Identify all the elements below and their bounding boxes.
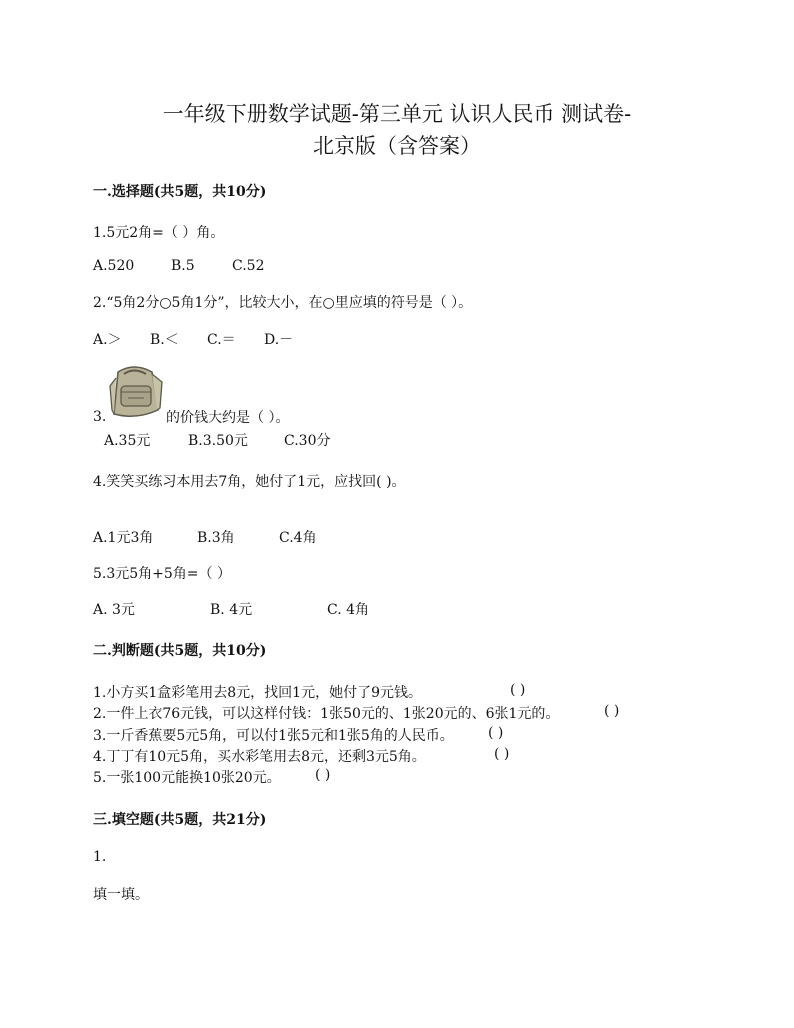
q3-option-b: B.3.50元 — [188, 433, 248, 449]
judge-item-5 — [93, 767, 281, 787]
q1-options — [93, 258, 264, 274]
q1-option-b: B.5 — [171, 258, 195, 274]
q2-option-d: D.－ — [264, 332, 294, 348]
q2-option-a: A.＞ — [93, 332, 122, 348]
q3-options — [104, 430, 330, 450]
judge-item-text: 5.一张100元能换10张20元。 — [93, 770, 281, 786]
judge-item-text: 3.一斤香蕉要5元5角，可以付1张5元和1张5角的人民币。 — [93, 728, 454, 744]
section-heading-judge: 二.判断题(共5题，共10分) — [93, 643, 267, 659]
judge-item-1-answer-paren: ( ) — [510, 682, 526, 698]
judge-item-text: 2.一件上衣76元钱，可以这样付钱：1张50元的、1张20元的、6张1元的。 — [93, 706, 560, 722]
judge-item-3-answer-paren: ( ) — [488, 725, 504, 741]
q4-option-c: C.4角 — [279, 530, 317, 546]
judge-item-1 — [93, 682, 422, 702]
q1-option-a: A.520 — [93, 258, 135, 274]
page-title-line1: 一年级下册数学试题-第三单元 认识人民币 测试卷- — [162, 102, 632, 126]
page-title-line2: 北京版（含答案） — [313, 134, 481, 158]
judge-item-2 — [93, 703, 559, 723]
q1-stem: 1.5元2角=（ ）角。 — [93, 225, 225, 241]
judge-item-text: 4.丁丁有10元5角，买水彩笔用去8元，还剩3元5角。 — [93, 749, 426, 765]
q5-option-b: B. 4元 — [210, 602, 253, 618]
q3-option-a: A.35元 — [104, 433, 151, 449]
q4-option-b: B.3角 — [197, 530, 235, 546]
q3-number: 3. — [93, 409, 107, 425]
q2-option-c: C.＝ — [207, 332, 236, 348]
q2-stem: 2.“5角2分○5角1分”，比较大小，在○里应填的符号是（ ）。 — [93, 295, 473, 311]
section-heading-fill: 三.填空题(共5题，共21分) — [93, 812, 267, 828]
section-heading-choice: 一.选择题(共5题，共10分) — [93, 184, 267, 200]
fill-q1-number: 1. — [93, 849, 107, 865]
judge-item-2-answer-paren: ( ) — [604, 703, 620, 719]
q3-stem: 的价钱大约是（ ）。 — [166, 410, 290, 426]
q4-stem: 4.笑笑买练习本用去7角，她付了1元，应找回( )。 — [93, 474, 406, 490]
q5-option-c: C. 4角 — [327, 602, 370, 618]
q5-stem: 5.3元5角+5角=（ ） — [93, 566, 231, 582]
q4-options — [93, 527, 317, 547]
q2-options — [93, 329, 293, 349]
judge-item-3 — [93, 725, 454, 745]
q5-option-a: A. 3元 — [93, 602, 135, 618]
q4-option-a: A.1元3角 — [93, 530, 154, 546]
q5-options — [93, 599, 369, 619]
q2-option-b: B.＜ — [150, 332, 179, 348]
judge-item-text: 1.小方买1盒彩笔用去8元，找回1元，她付了9元钱。 — [93, 685, 422, 701]
judge-item-4 — [93, 746, 426, 766]
fill-q1-stem: 填一填。 — [93, 887, 149, 903]
q1-option-c: C.52 — [232, 258, 265, 274]
judge-item-4-answer-paren: ( ) — [494, 746, 510, 762]
q3-option-c: C.30分 — [284, 433, 331, 449]
backpack-image — [104, 364, 166, 422]
judge-item-5-answer-paren: ( ) — [315, 767, 331, 783]
